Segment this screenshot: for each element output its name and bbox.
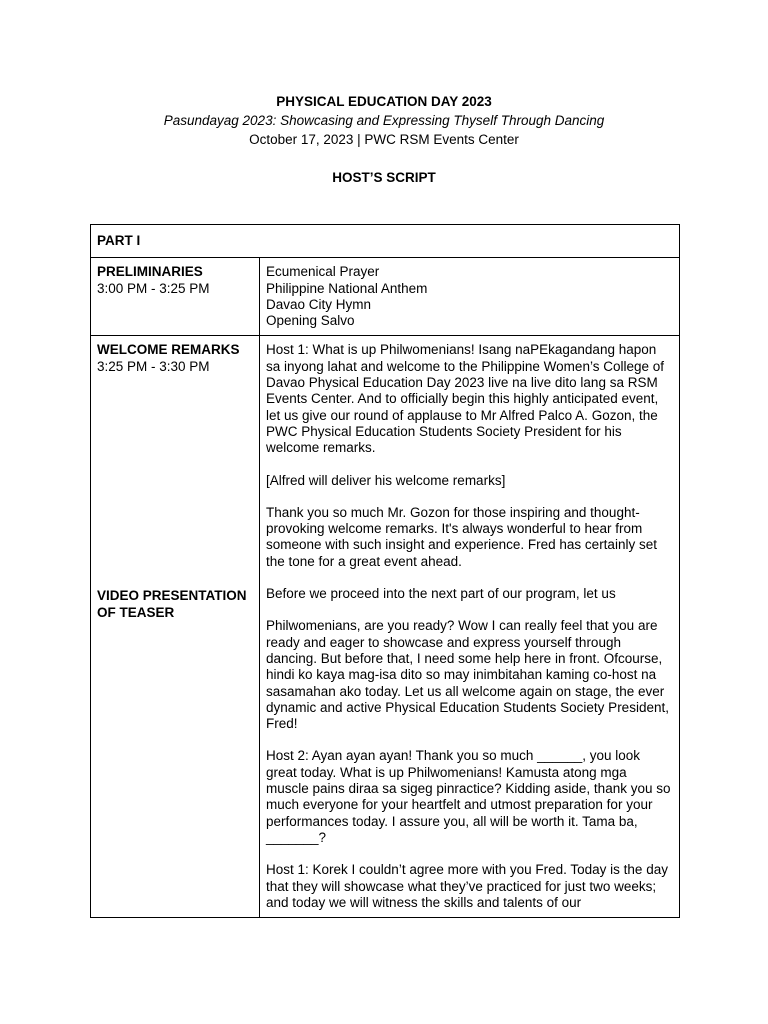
script-paragraph: Philwomenians, are you ready? Wow I can really feel that you are ready and eager to showcase and express yourself through dancing. But before that, I need some help here in front. Ofcourse, hindi ko kaya mag-isa dito so may inimbitahan kaming co-host na sasamahan ako today. Let us all welcome again on stage, the ever dynamic and active Physical Education Students Society President, Fred! (266, 618, 669, 732)
welcome-label-block (97, 342, 253, 588)
event-date-venue: October 17, 2023 | PWC RSM Events Center (249, 132, 519, 147)
program-item: Ecumenical Prayer (266, 264, 380, 280)
section-label-video-presentation: VIDEO PRESENTATION (97, 588, 247, 604)
video-teaser-script-block (266, 586, 673, 911)
part-header-row (91, 225, 680, 258)
video-teaser-label-block (97, 588, 253, 621)
section-label-welcome-remarks: WELCOME REMARKS (97, 342, 240, 358)
welcome-label-cell (91, 336, 260, 918)
preliminaries-label-cell (91, 258, 260, 336)
section-label-of-teaser: OF TEASER (97, 604, 175, 620)
program-item: Opening Salvo (266, 313, 355, 329)
table-row-welcome-remarks (91, 336, 680, 918)
script-paragraph: [Alfred will deliver his welcome remarks] (266, 472, 506, 488)
program-item: Davao City Hymn (266, 296, 372, 312)
welcome-content-cell (260, 336, 680, 918)
preliminaries-content-cell (260, 258, 680, 336)
welcome-script-block (266, 342, 673, 570)
script-paragraph: Host 1: What is up Philwomenians! Isang naPEkagandang hapon sa inyong lahat and welcome to the Philippine Women’s College of Davao Physical Education Day 2023 live na live dito lang sa RSM Events Center. And to officially begin this highly anticipated event, let us give our round of applause to Mr Alfred Palco A. Gozon, the PWC Physical Education Students Society President for his welcome remarks. (266, 342, 664, 456)
section-time-welcome-remarks: 3:25 PM - 3:30 PM (97, 358, 210, 374)
table-row-preliminaries (91, 258, 680, 336)
program-item: Philippine National Anthem (266, 280, 428, 296)
script-paragraph: Host 1: Korek I couldn’t agree more with you Fred. Today is the day that they will showcase what they’ve practiced for just two weeks; and today we will witness the skills and talents of our (266, 862, 668, 910)
part-label: PART I (91, 225, 680, 258)
document-header (0, 92, 768, 187)
script-paragraph: Before we proceed into the next part of our program, let us (266, 586, 616, 602)
script-paragraph: Host 2: Ayan ayan ayan! Thank you so much ______, you look great today. What is up Philwomenians! Kamusta atong mga muscle pains diraa sa sigeg pinractice? Kidding aside, thank you so much everyone for your heartfelt and utmost preparation for your performances today. I assure you, all will be worth it. Tama ba, _______? (266, 748, 671, 845)
event-subtitle: Pasundayag 2023: Showcasing and Expressing Thyself Through Dancing (163, 113, 605, 128)
script-table (90, 224, 680, 918)
event-title: PHYSICAL EDUCATION DAY 2023 (276, 94, 492, 109)
section-time-preliminaries: 3:00 PM - 3:25 PM (97, 280, 210, 296)
section-label-preliminaries: PRELIMINARIES (97, 264, 203, 280)
script-title: HOST’S SCRIPT (332, 170, 436, 185)
script-paragraph: Thank you so much Mr. Gozon for those inspiring and thought-provoking welcome remarks. It's always wonderful to hear from someone with such insight and experience. Fred has certainly set the tone for a great event ahead. (266, 504, 657, 569)
